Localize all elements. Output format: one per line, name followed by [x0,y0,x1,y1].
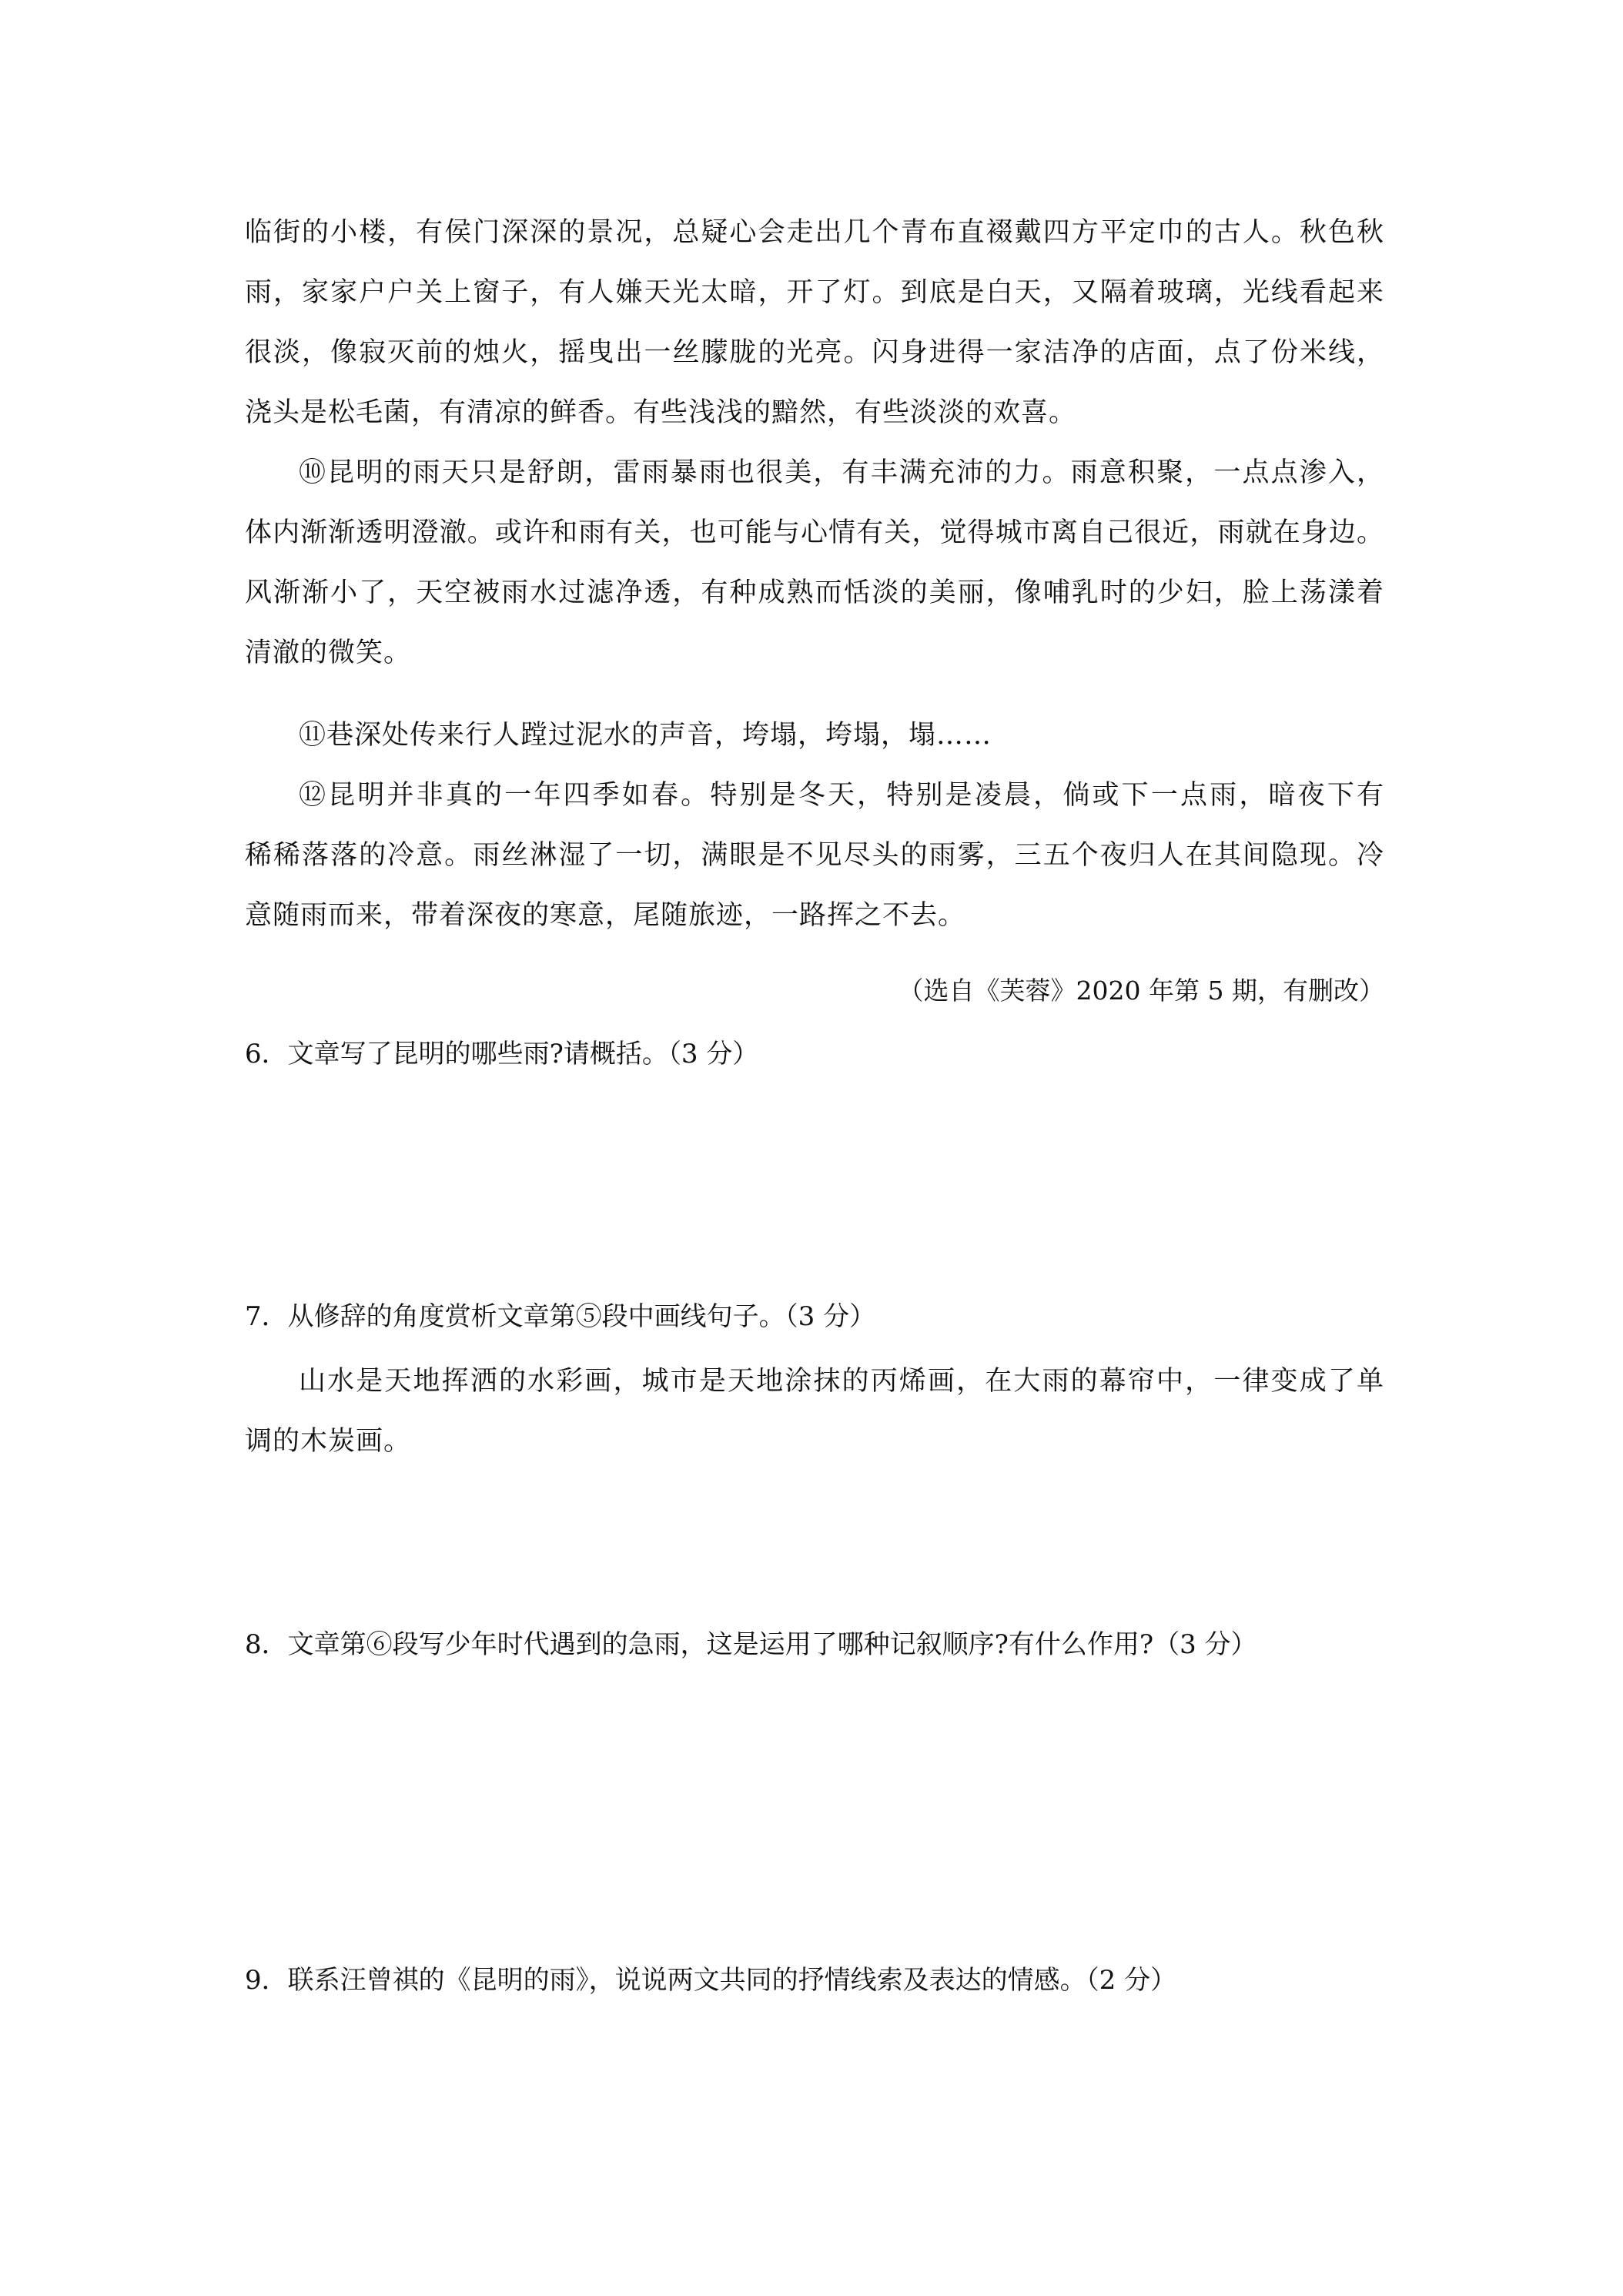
passage-line: 稀稀落落的冷意。雨丝淋湿了一切，满眼是不见尽头的雨雾，三五个夜归人在其间隐现。冷 [245,840,1384,871]
passage-line: 浇头是松毛菌，有清凉的鲜香。有些浅浅的黯然，有些淡淡的欢喜。 [245,397,1077,428]
passage-line: 临街的小楼，有侯门深深的景况，总疑心会走出几个青布直裰戴四方平定巾的古人。秋色秋 [245,217,1384,248]
passage-line: 很淡，像寂灭前的烛火，摇曳出一丝朦胧的光亮。闪身进得一家洁净的店面，点了份米线， [245,337,1384,368]
passage-line: 清澈的微笑。 [245,638,412,668]
quoted-sentence: 调的木炭画。 [245,1426,412,1457]
passage-line: ⑩昆明的雨天只是舒朗，雷雨暴雨也很美，有丰满充沛的力。雨意积聚，一点点渗入， [299,457,1384,488]
passage-line: 风渐渐小了，天空被雨水过滤净透，有种成熟而恬淡的美丽，像哺乳时的少妇，脸上荡漾着 [245,577,1384,608]
passage-line: 意随雨而来，带着深夜的寒意，尾随旅迹，一路挥之不去。 [245,900,966,931]
passage-line: ⑪巷深处传来行人蹚过泥水的声音，垮塌，垮塌，塌…… [299,720,992,751]
quoted-sentence: 山水是天地挥洒的水彩画，城市是天地涂抹的丙烯画，在大雨的幕帘中，一律变成了单 [299,1366,1384,1397]
source-note: （选自《芙蓉》2020 年第 5 期，有删改） [898,976,1384,1006]
question-6: 6．文章写了昆明的哪些雨?请概括。（3 分） [245,1039,759,1069]
question-8: 8．文章第⑥段写少年时代遇到的急雨，这是运用了哪种记叙顺序?有什么作用?（3 分） [245,1629,1257,1660]
passage-line: ⑫昆明并非真的一年四季如春。特别是冬天，特别是凌晨，倘或下一点雨，暗夜下有 [299,780,1384,811]
passage-line: 体内渐渐透明澄澈。或许和雨有关，也可能与心情有关，觉得城市离自己很近，雨就在身边。 [245,517,1384,548]
question-7: 7．从修辞的角度赏析文章第⑤段中画线句子。（3 分） [245,1301,876,1332]
question-9: 9．联系汪曾祺的《昆明的雨》，说说两文共同的抒情线索及表达的情感。（2 分） [245,1965,1177,1996]
passage-line: 雨，家家户户关上窗子，有人嫌天光太暗，开了灯。到底是白天，又隔着玻璃，光线看起来 [245,277,1384,308]
